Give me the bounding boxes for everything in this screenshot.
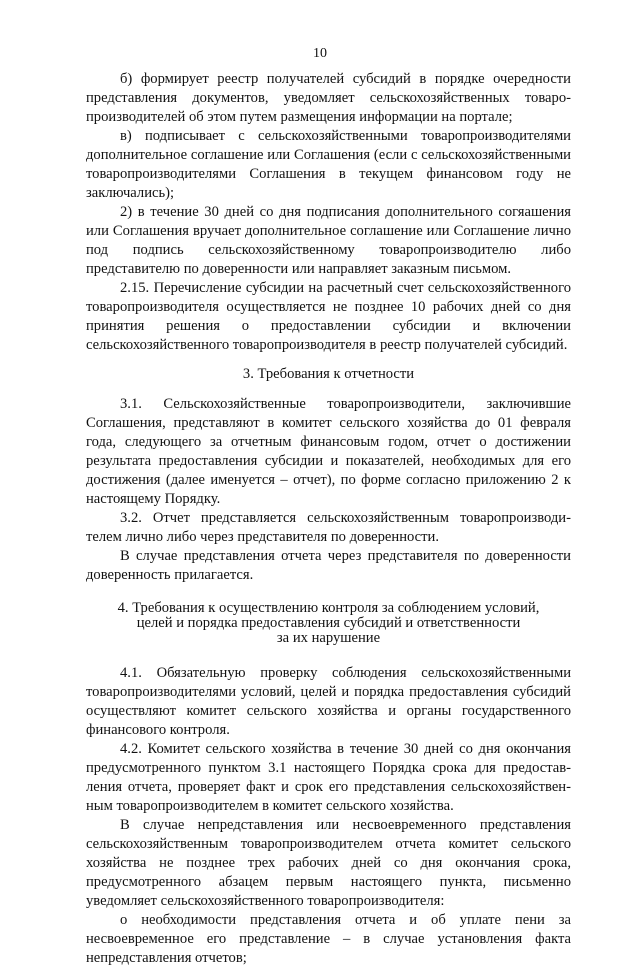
section-4-heading-line-1: 4. Требования к осуществлению контроля за соблюдением условий,	[117, 600, 540, 616]
paragraph-v: в) подписывает с сельскохозяйственными товаропроизводителями дополнительное соглашение или Соглашения (если с сельскохозяйственными товаропроизводителями Соглашения в текущем финансовом году не заключались);	[86, 128, 571, 201]
section-4-heading-line-2: целей и порядка предоставления субсидий и ответственности	[136, 615, 521, 631]
page-number: 10	[313, 46, 327, 61]
paragraph-4-1: 4.1. Обязательную проверку соблюдения сельскохозяйственными товаропроизводителями условий, целей и порядка предоставления субсидий осуществляют комитет сельского хозяйства и органы государственного финансового контроля.	[86, 665, 571, 738]
paragraph-2: 2) в течение 30 дней со дня подписания дополнительного согяашения или Соглашения вручает дополнительное соглашение или Соглашение лично под подпись сельскохозяйственному товаропроизводителю либо представителю по доверенности или направляет заказным письмом.	[86, 204, 571, 277]
section-4-heading	[86, 601, 571, 646]
paragraph-4-2-item: о необходимости представления отчета и об уплате пени за несвоевременное его представление – в случае установления факта непредставления отчетов;	[86, 912, 571, 966]
section-3-heading: 3. Требования к отчетности	[242, 366, 415, 382]
paragraph-4-2: 4.2. Комитет сельского хозяйства в течение 30 дней со дня окончания предусмотренного пунктом 3.1 настоящего Порядка срока для предоставления отчета, проверяет факт и срок его представления сельскохозяйственным товаропроизводителем в комитет сельского хозяйства.	[86, 741, 571, 814]
paragraph-3-1: 3.1. Сельскохозяйственные товаропроизводители, заключившие Соглашения, представляют в комитет сельского хозяйства до 01 февраля года, следующего за отчетным финансовым годом, отчет о достижении результата предоставления субсидии и показателей, необходимых для его достижения (далее именуется – отчет), по форме согласно приложению 2 к настоящему Порядку.	[86, 396, 571, 507]
paragraph-2-15: 2.15. Перечисление субсидии на расчетный счет сельскохозяйственного товаропроизводителя осуществляется не позднее 10 рабочих дней со дня принятия решения о предоставлении субсидии и включении сельскохозяйственного товаропроизводителя в реестр получателей субсидий.	[86, 280, 571, 353]
paragraph-3-2-note: В случае представления отчета через представителя по доверенности доверенность прилагается.	[86, 548, 571, 583]
document-body	[86, 70, 571, 968]
paragraph-b: б) формирует реестр получателей субсидий в порядке очередности представления документов, уведомляет сельскохозяйственных товаропроизводителей об этом путем размещения информации на портале;	[86, 71, 571, 125]
paragraph-3-2: 3.2. Отчет представляется сельскохозяйственным товаропроизводителем лично либо через представителя по доверенности.	[86, 510, 571, 545]
paragraph-4-2-case: В случае непредставления или несвоевременного представления сельскохозяйственным товаропроизводителем отчета комитет сельского хозяйства не позднее трех рабочих дней со дня окончания срока, предусмотренного абзацем первым настоящего пункта, письменно уведомляет сельскохозяйственного товаропроизводителя:	[86, 817, 571, 909]
section-4-heading-line-3: за их нарушение	[276, 630, 381, 646]
